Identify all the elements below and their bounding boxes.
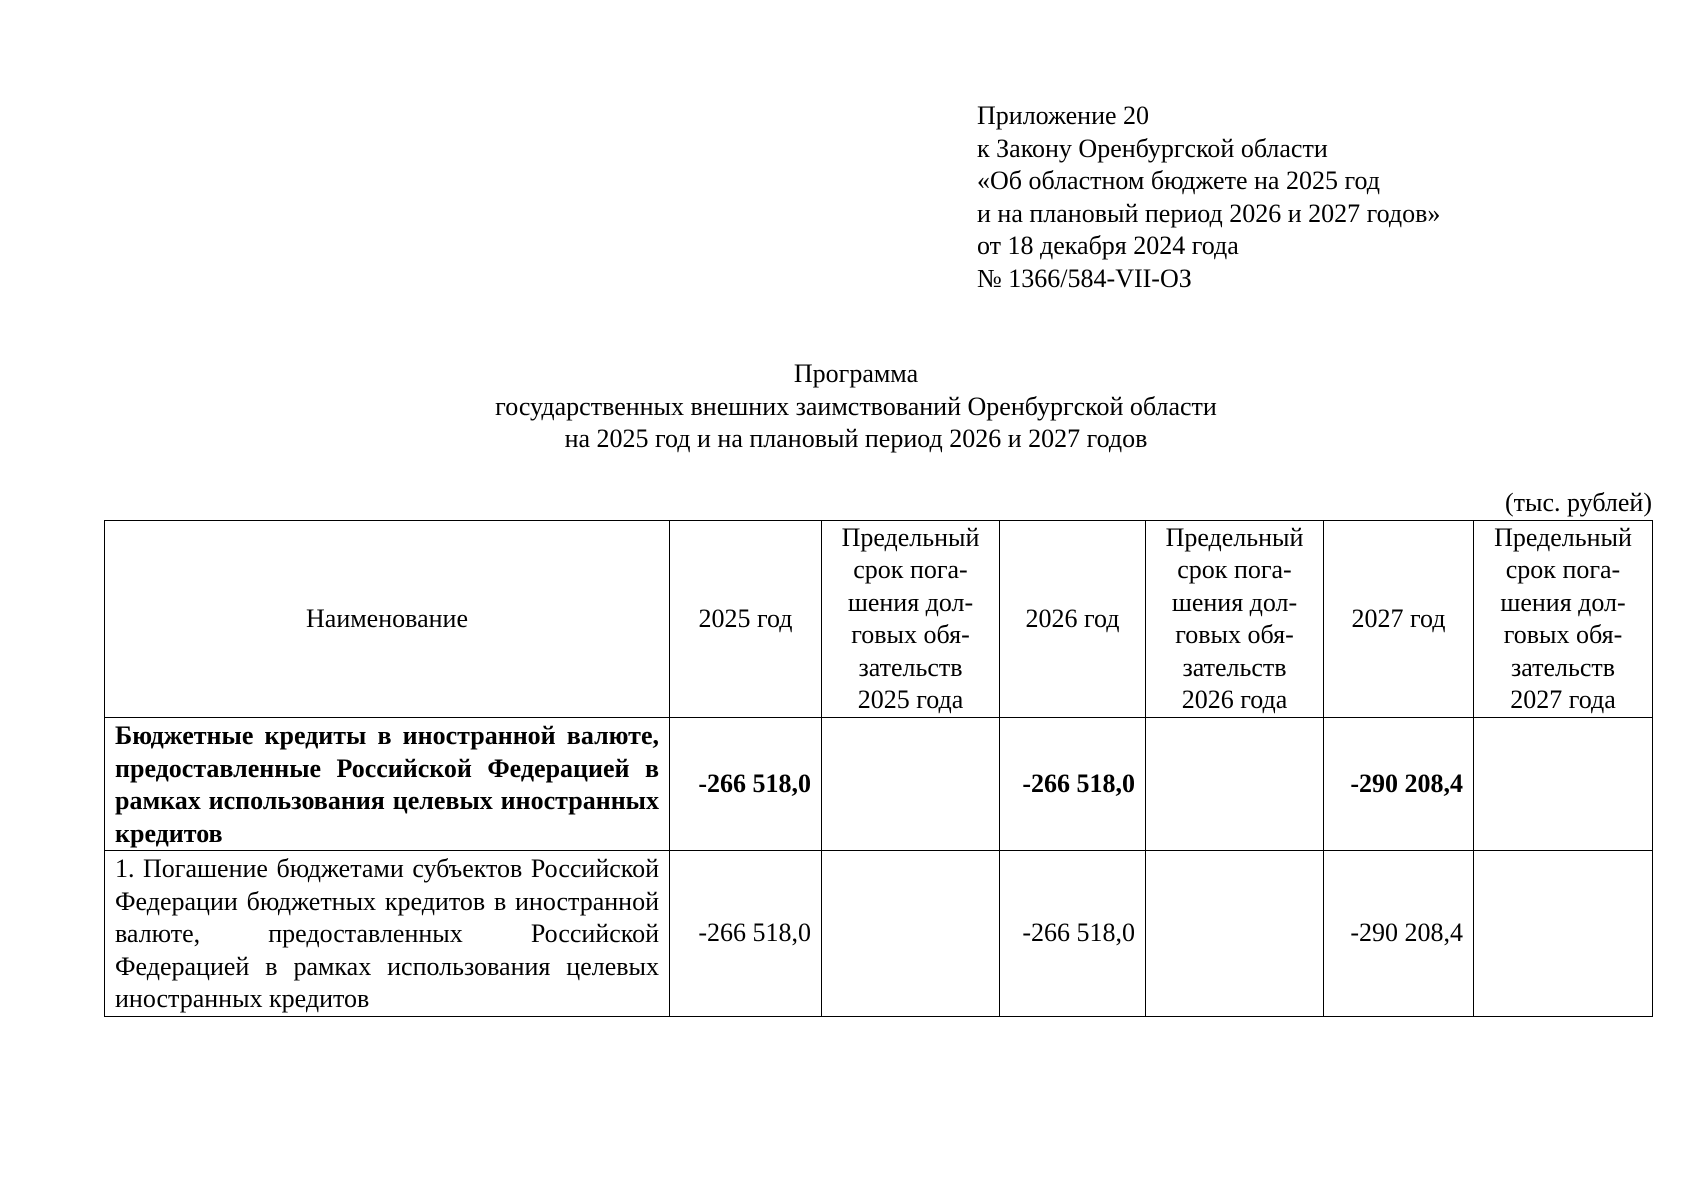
borrowing-program-table: [104, 520, 1653, 1017]
header-year-2025: 2025 год: [670, 521, 822, 718]
header-line: 2026 года: [1181, 685, 1288, 714]
appendix-line: Приложение 20: [977, 101, 1150, 130]
header-line: шения дол-: [1500, 587, 1626, 617]
appendix-line: № 1366/584-VII-ОЗ: [977, 263, 1192, 293]
row-deadline-2026: [1146, 851, 1324, 1017]
header-line: зательств: [1510, 652, 1616, 682]
header-line: Предельный: [841, 522, 980, 552]
row-name: 1. Погашение бюджетами субъектов Российской Федерации бюджетных кредитов в иностранной валюте, предоставленных Российской Федерацией в рамках использования целевых иностранных кредитов: [105, 851, 670, 1017]
header-line: срок пога-: [1505, 555, 1621, 584]
appendix-line: к Закону Оренбургской области: [977, 133, 1328, 163]
row-value-2026: -266 518,0: [1000, 851, 1146, 1017]
row-deadline-2025: [822, 718, 1000, 851]
row-value-2025: -266 518,0: [670, 851, 822, 1017]
title-line: на 2025 год и на плановый период 2026 и 2027 годов: [564, 424, 1148, 453]
row-deadline-2027: [1474, 718, 1653, 851]
header-line: шения дол-: [1171, 587, 1298, 617]
header-line: зательств: [1182, 652, 1287, 682]
document-title: [0, 358, 1697, 456]
row-deadline-2025: [822, 851, 1000, 1017]
header-deadline-2025: [822, 521, 1000, 718]
header-line: Предельный: [1494, 522, 1632, 552]
row-deadline-2026: [1146, 718, 1324, 851]
appendix-line: и на плановый период 2026 и 2027 годов»: [977, 198, 1441, 228]
header-line: срок пога-: [853, 555, 968, 584]
row-value-2027: -290 208,4: [1324, 851, 1474, 1017]
header-line: Предельный: [1165, 522, 1304, 552]
header-line: зательств: [858, 652, 963, 682]
appendix-line: «Об областном бюджете на 2025 год: [977, 166, 1380, 195]
title-line: государственных внешних заимствований Оренбургской области: [495, 391, 1217, 421]
header-line: срок пога-: [1177, 555, 1292, 584]
header-year-2026: 2026 год: [1000, 521, 1146, 718]
table-header-row: [105, 521, 1653, 718]
row-value-2026: -266 518,0: [1000, 718, 1146, 851]
row-deadline-2027: [1474, 851, 1653, 1017]
header-year-2027: 2027 год: [1324, 521, 1474, 718]
table-row: [105, 718, 1653, 851]
header-line: шения дол-: [847, 587, 974, 617]
title-line: Программа: [793, 359, 919, 388]
appendix-line: от 18 декабря 2024 года: [977, 231, 1239, 260]
row-value-2027: -290 208,4: [1324, 718, 1474, 851]
appendix-reference: [977, 100, 1440, 295]
header-line: говых обя-: [1503, 620, 1623, 649]
header-deadline-2027: [1474, 521, 1653, 718]
header-deadline-2026: [1146, 521, 1324, 718]
header-line: говых обя-: [1175, 620, 1294, 649]
units-label: (тыс. рублей): [1504, 488, 1652, 517]
header-line: 2025 года: [857, 685, 964, 714]
row-value-2025: -266 518,0: [670, 718, 822, 851]
row-name: Бюджетные кредиты в иностранной валюте, предоставленные Российской Федерацией в рамках использования целевых иностранных кредитов: [105, 718, 670, 851]
header-line: 2027 года: [1510, 685, 1616, 714]
header-name: Наименование: [105, 521, 670, 718]
header-line: говых обя-: [851, 620, 970, 649]
table-row: [105, 851, 1653, 1017]
